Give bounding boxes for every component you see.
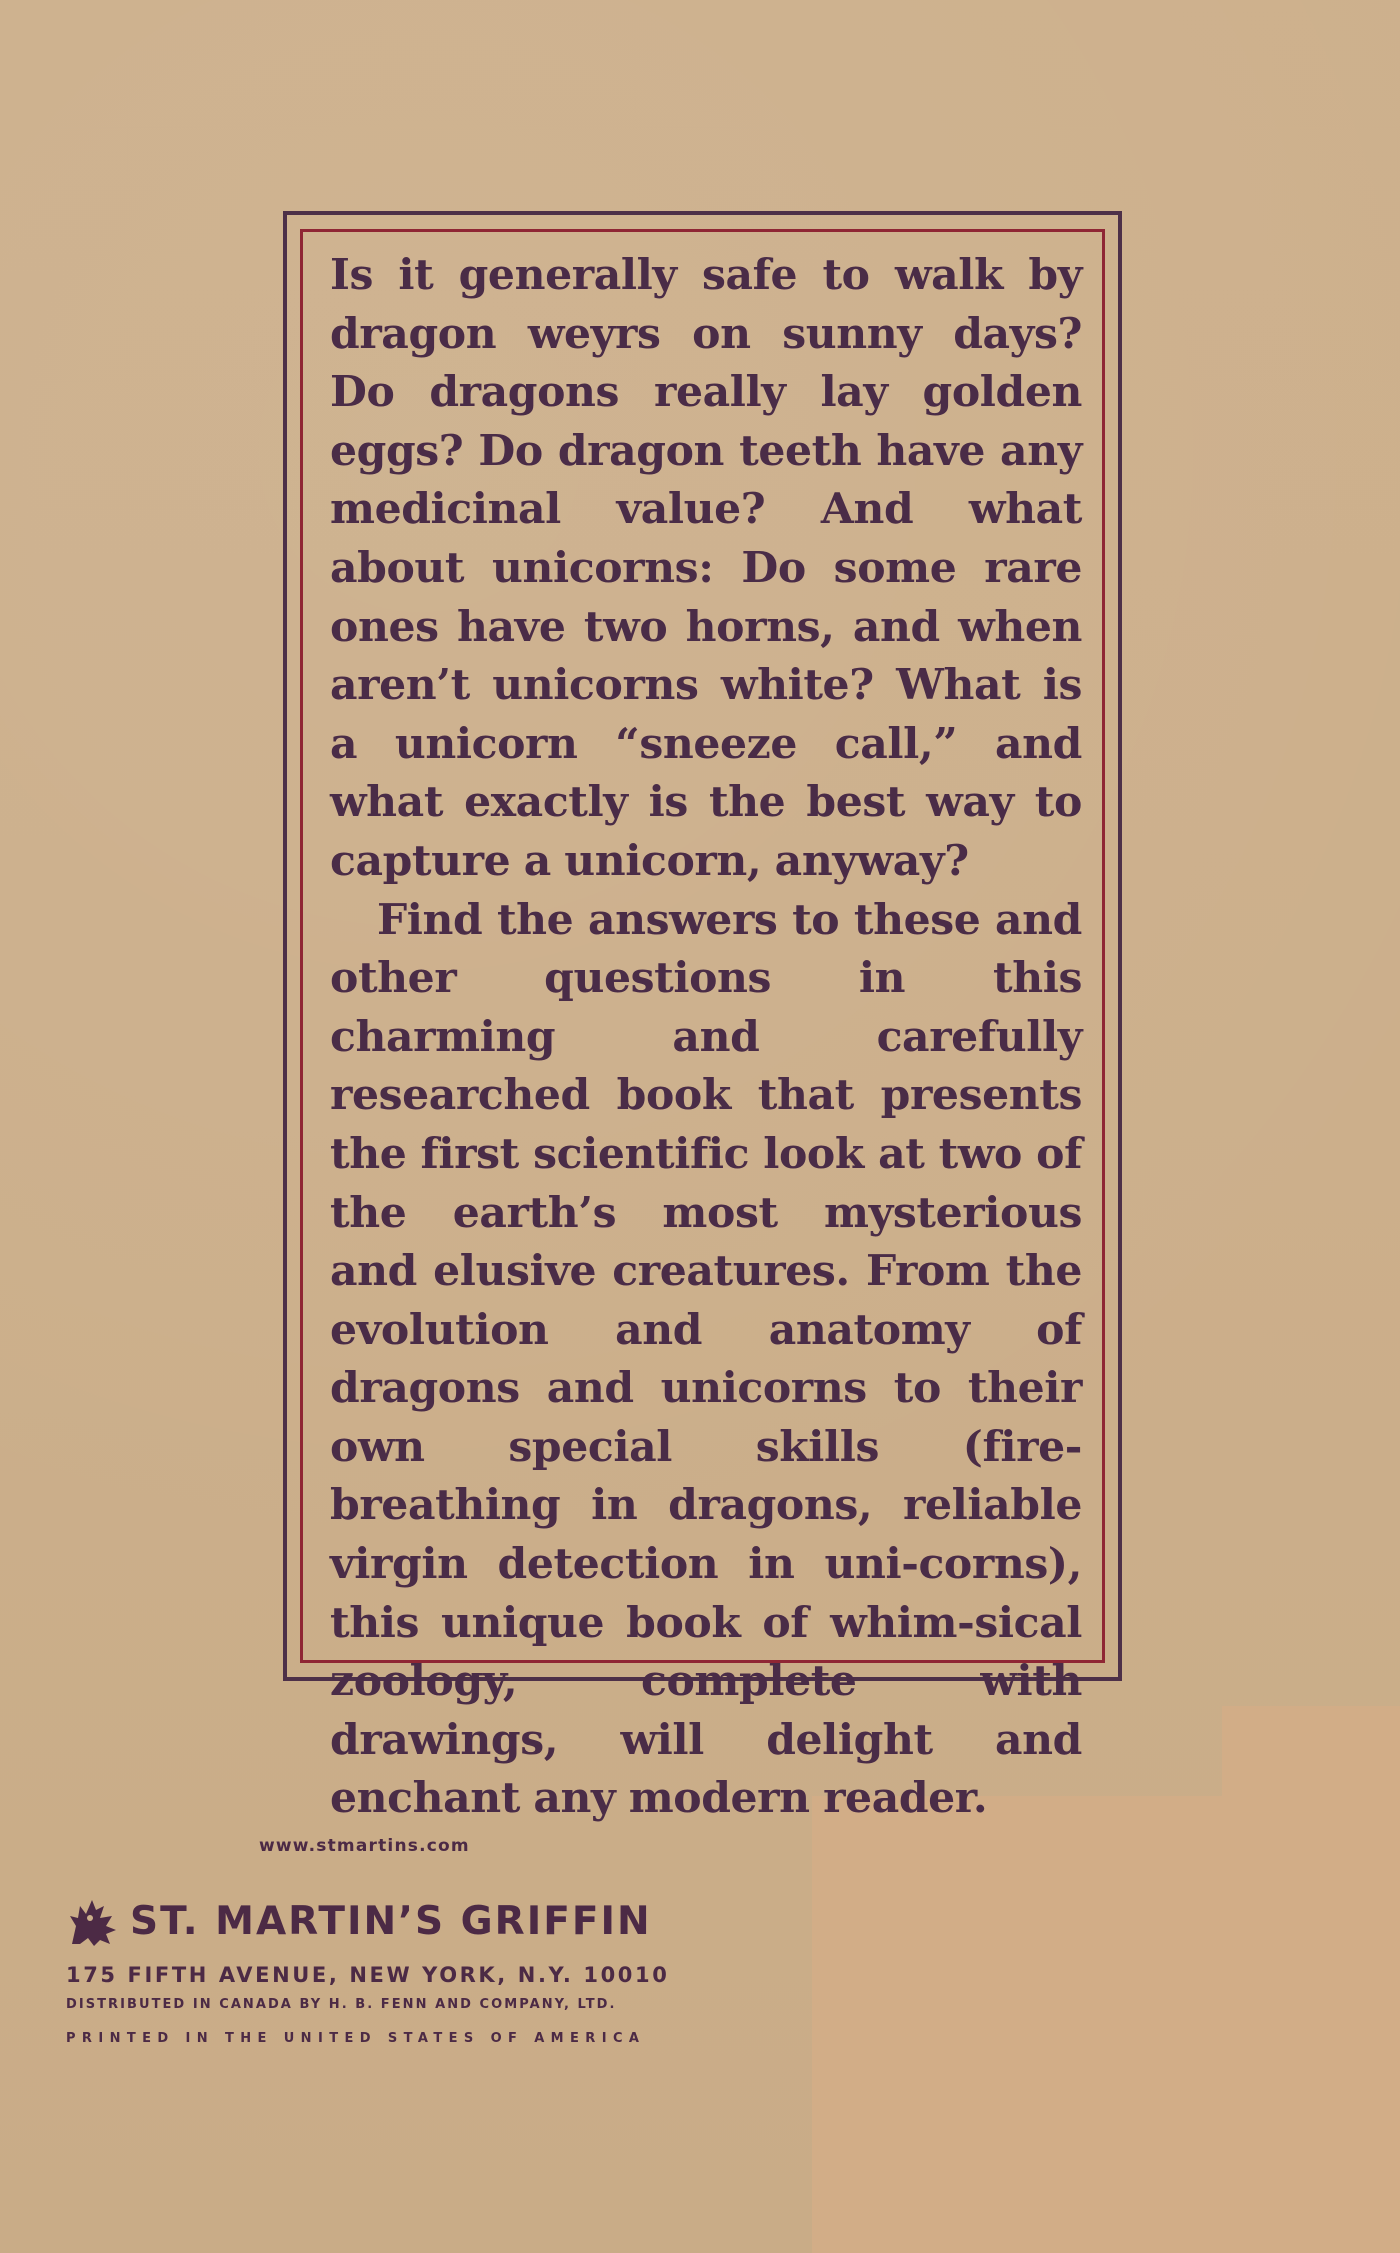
publisher-address: 175 FIFTH AVENUE, NEW YORK, N.Y. 10010: [66, 1963, 670, 1987]
publisher-website: www.stmartins.com: [259, 1836, 470, 1856]
blurb-paragraph-1: Is it generally safe to walk by dragon weyrs on sunny days? Do dragons really lay golden eggs? Do dragon teeth have any medicinal value? And what about unicorns: Do some rare ones have two horns, and when aren’t unicorns white? What is a unicorn “sneeze call,” and what exactly is the best way to capture a unicorn, anyway?: [330, 250, 1082, 886]
blurb-text: [330, 246, 1082, 1828]
griffin-icon: [66, 1896, 120, 1948]
blurb-paragraph-2: Find the answers to these and other questions in this charming and carefully researched book that presents the first scientific look at two of the earth’s most mysterious and elusive creatures. From the evolution and anatomy of dragons and unicorns to their own special skills (fire-breathing in dragons, reliable virgin detection in uni-corns), this unique book of whim-sical zoology, complete with drawings, will delight and enchant any modern reader.: [330, 894, 1082, 1824]
barcode-area-notch: [1222, 1706, 1400, 1798]
printed-note: PRINTED IN THE UNITED STATES OF AMERICA: [66, 2031, 646, 2046]
publisher-logo-row: [66, 1896, 652, 1948]
distribution-note: DISTRIBUTED IN CANADA BY H. B. FENN AND COMPANY, LTD.: [66, 1997, 617, 2012]
publisher-name: ST. MARTIN’S GRIFFIN: [130, 1899, 652, 1944]
barcode-area: [812, 1796, 1400, 2253]
